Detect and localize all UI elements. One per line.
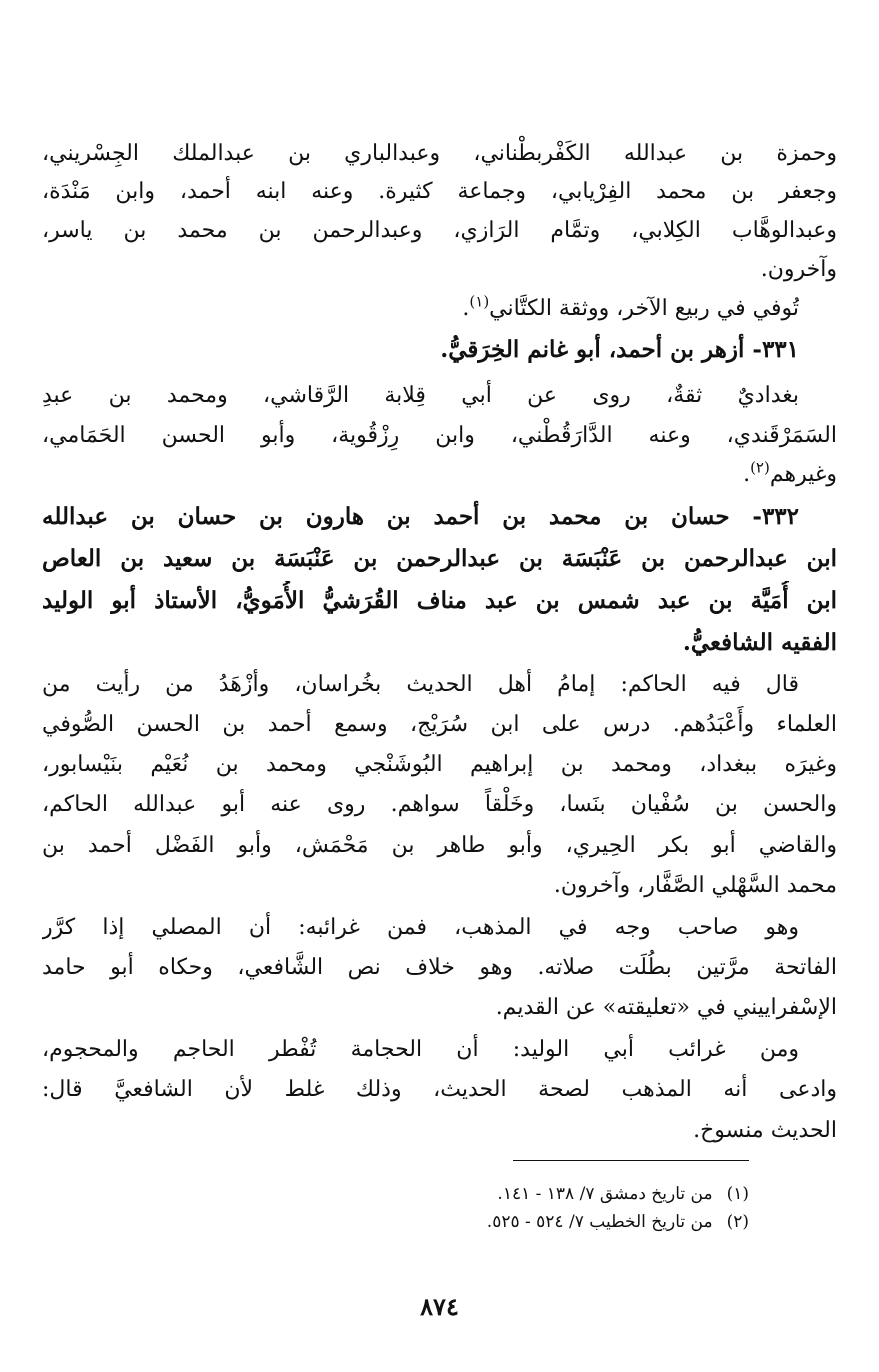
entry-heading-331: ٣٣١- أزهر بن أحمد، أبو غانم الخِرَقيُّ. — [440, 336, 799, 363]
footnote-number: (١) — [726, 1184, 749, 1204]
text-line: وغيرَه ببغداد، ومحمد بن إبراهيم البُوشَنْجي ومحمد بن نُعَيْم بنَيْسابور، — [42, 752, 837, 777]
text-line: والقاضي أبو بكر الحِيري، وأبو طاهر بن مَحْمَش، وأبو الفَضْل أحمد بن — [42, 833, 837, 858]
text-line: الإسْفراييني في «تعليقته» عن القديم. — [495, 995, 837, 1020]
line-text: وغيرهم — [769, 462, 837, 487]
footnote-text: من تاريخ الخطيب ٧/ ٥٢٤ - ٥٢٥. — [486, 1212, 713, 1232]
text-line: الفاتحة مرَّتين بطُلَت صلاته. وهو خلاف نص الشَّافعي، وحكاه أبو حامد — [42, 955, 837, 980]
sentence-end-dot: . — [743, 462, 751, 487]
text-line: ومن غرائب أبي الوليد: أن الحجامة تُفْطر الحاجم والمحجوم، — [42, 1037, 799, 1062]
sentence-end-dot: . — [462, 296, 470, 321]
text-line: وجعفر بن محمد الفِرْيابي، وجماعة كثيرة. وعنه ابنه أحمد، وابن مَنْدَة، — [42, 179, 837, 204]
text-line: وادعى أنه المذهب لصحة الحديث، وذلك غلط لأن الشافعيَّ قال: — [42, 1077, 837, 1102]
footnote-text: من تاريخ دمشق ٧/ ١٣٨ - ١٤١. — [497, 1184, 713, 1204]
text-line: قال فيه الحاكم: إمامُ أهل الحديث بخُراسان، وأزْهَدُ من رأيت من — [42, 672, 799, 697]
text-line: وعبدالوهَّاب الكِلابي، وتمَّام الرَازي، وعبدالرحمن بن محمد بن ياسر، — [42, 218, 837, 243]
footnote-marker-1: (١) — [469, 292, 490, 311]
entry-heading-332-cont: الفقيه الشافعيُّ. — [682, 629, 837, 656]
text-line: والحسن بن سُفْيان بنَسا، وخَلْقاً سواهم. روى عنه أبو عبدالله الحاكم، — [42, 792, 837, 817]
page-number: ٨٧٤ — [420, 1292, 459, 1321]
footnote-1 — [100, 1181, 749, 1207]
footnote-number: (٢) — [726, 1212, 749, 1232]
line-text: تُوفي في ربيع الآخر، ووثقة الكتَّاني — [489, 296, 799, 321]
footnote-marker-2: (٢) — [750, 458, 770, 477]
entry-heading-332: ٣٣٢- حسان بن محمد بن أحمد بن هارون بن حسان بن عبدالله — [42, 503, 799, 530]
text-line — [42, 455, 837, 495]
entry-heading-332-cont: ابن عبدالرحمن بن عَنْبَسَة بن عبدالرحمن بن عَنْبَسَة بن سعيد بن العاص — [42, 545, 837, 572]
text-line: السَمَرْقَندي، وعنه الدَّارَقُطْني، وابن رِزْقُوية، وأبو الحسن الحَمَامي، — [42, 423, 837, 448]
text-line: وآخرون. — [760, 257, 837, 282]
text-line: وهو صاحب وجه في المذهب، فمن غرائبه: أن المصلي إذا كرَّر — [42, 915, 799, 940]
text-line — [42, 289, 799, 329]
footnote-2 — [100, 1209, 749, 1235]
footnote-separator — [513, 1160, 749, 1161]
entry-heading-332-cont: ابن أُمَيَّة بن عبد شمس بن عبد مناف القُرَشيُّ الأُمَويُّ، الأستاذ أبو الوليد — [42, 587, 837, 614]
text-line: العلماء وأَعْبَدُهم. درس على ابن سُرَيْج، وسمع أحمد بن الحسن الصُّوفي — [42, 712, 837, 737]
text-line: محمد السَّهْلي الصَّفَّار، وآخرون. — [553, 873, 837, 898]
text-line: الحديث منسوخ. — [693, 1118, 837, 1143]
text-line: بغداديٌ ثقةٌ، روى عن أبي قِلابة الرَّقاشي، ومحمد بن عبدِ — [42, 383, 799, 408]
text-line: وحمزة بن عبدالله الكَفْربطْناني، وعبدالباري بن عبدالملك الجِسْريني، — [42, 141, 837, 166]
